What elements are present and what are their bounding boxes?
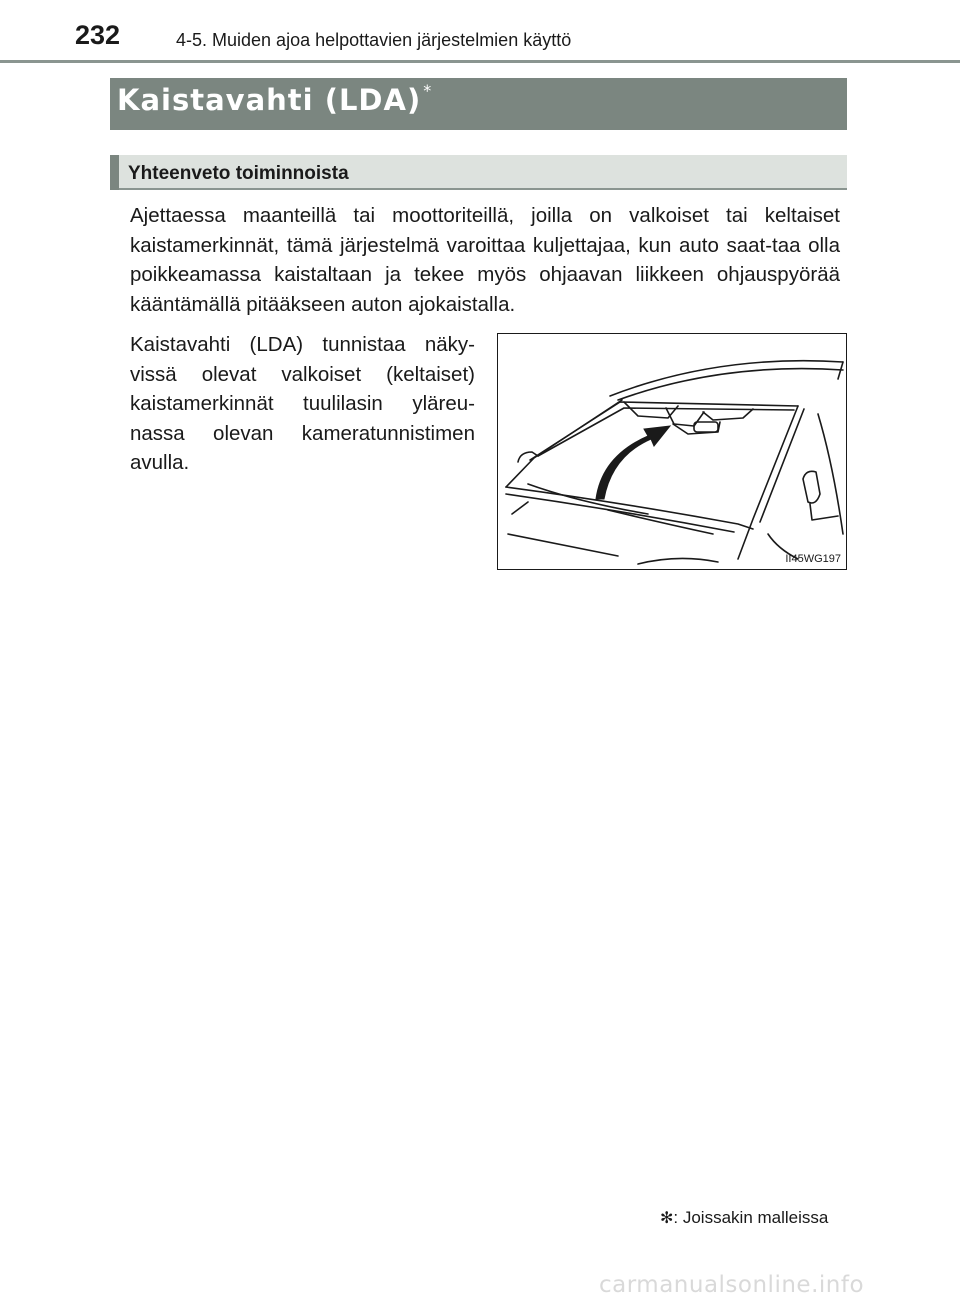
page-number: 232 — [75, 20, 121, 50]
curved-arrow-icon — [596, 426, 670, 499]
asterisk-icon: * — [423, 81, 433, 100]
subsection-accent — [110, 155, 119, 190]
windshield-figure — [497, 333, 847, 570]
watermark: carmanualsonline.info — [599, 1272, 865, 1298]
figure-code: II45WG197 — [785, 553, 841, 565]
asterisk-icon: ✻ — [660, 1210, 674, 1227]
footnote — [660, 1208, 828, 1228]
subsection-title: Yhteenveto toiminnoista — [128, 163, 349, 184]
section-title — [117, 83, 432, 117]
section-title-text: Kaistavahti (LDA) — [117, 83, 422, 117]
body-paragraph-2: Kaistavahti (LDA) tunnistaa näky-vissä olevat valkoiset (keltaiset) kaistamerkinnät tuulilasin yläreu-nassa olevan kameratunnistimen avulla. — [130, 333, 475, 474]
footnote-text: : Joissakin malleissa — [673, 1208, 829, 1227]
header-rule — [0, 60, 960, 63]
windshield-illustration — [498, 334, 847, 570]
running-head: 4-5. Muiden ajoa helpottavien järjestelmien käyttö — [176, 30, 572, 50]
body-paragraph-1: Ajettaessa maanteillä tai moottoriteillä, joilla on valkoiset tai keltaiset kaistamerkinnät, tämä järjestelmä varoittaa kuljettajaa, kun auto saat-taa olla poikkeamassa kaistaltaan ja tekee myös ohjaavan liikkeen ohjauspyörää kääntämällä pitääkseen auton ajokaistalla. — [130, 204, 840, 316]
